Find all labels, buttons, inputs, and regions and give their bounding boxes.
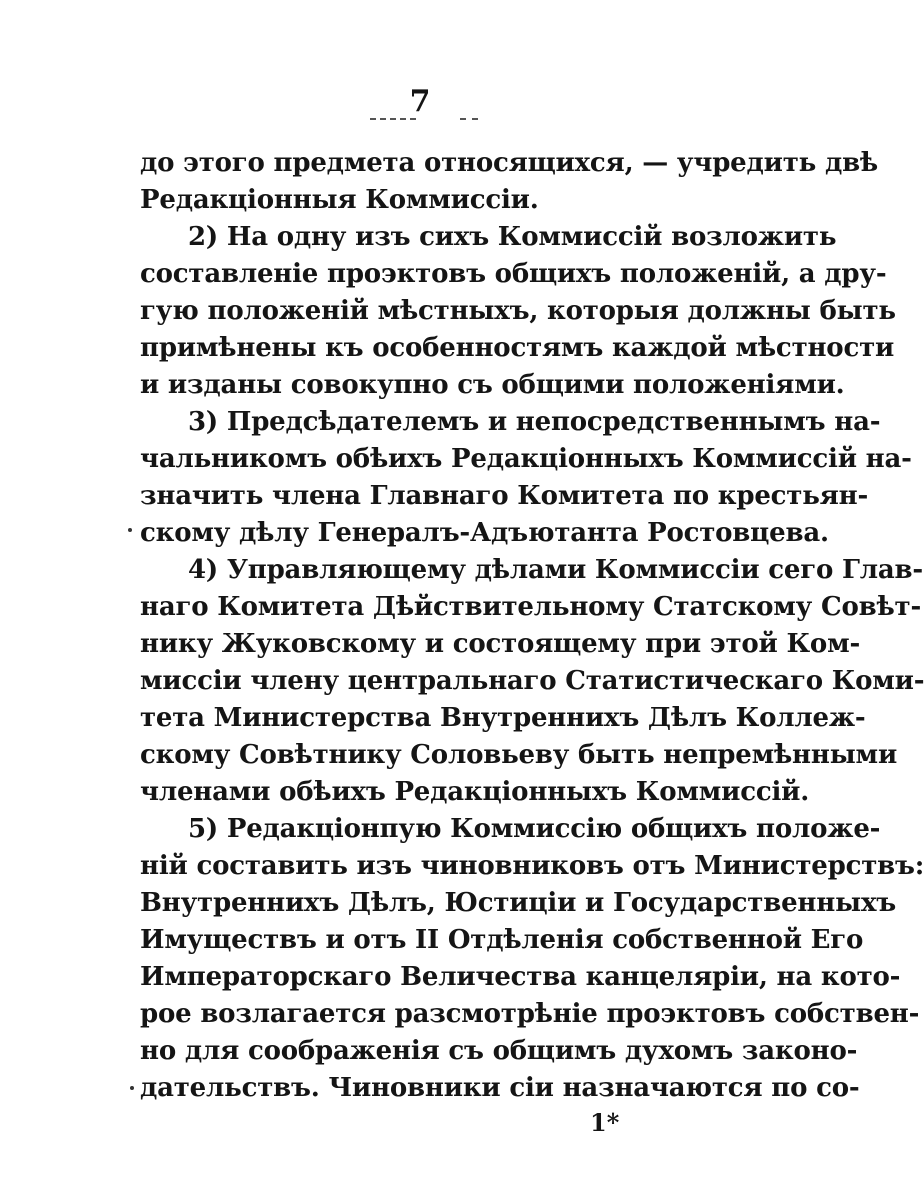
text-line-4: составленіе проэктовъ общихъ положеній, а дру- [140, 259, 887, 289]
text-line-25: но для соображенія съ общимъ духомъ законо- [140, 1036, 858, 1066]
text-line-7: и изданы совокупно съ общими положеніями. [140, 370, 845, 400]
text-line-5: гую положеній мѣстныхъ, которыя должны быть [140, 296, 896, 326]
text-line-9: чальникомъ обѣихъ Редакціонныхъ Коммиссій на- [140, 444, 912, 474]
text-line-26: дательствъ. Чиновники сіи назначаются по со- [140, 1073, 860, 1103]
text-line-13: наго Комитета Дѣйствительному Статскому Совѣт- [140, 592, 922, 622]
signature-mark: 1* [590, 1108, 620, 1137]
text-line-15: миссіи члену центральнаго Статистическаго Коми- [140, 666, 924, 696]
text-line-19: 5) Редакціонпую Коммиссію общихъ положе- [188, 814, 881, 844]
page-number: 7 [409, 84, 431, 119]
text-line-20: ній составить изъ чиновниковъ отъ Министерствъ: [140, 851, 924, 881]
print-speck [130, 1086, 134, 1090]
print-speck [128, 528, 132, 532]
text-line-12: 4) Управляющему дѣлами Коммиссіи сего Глав- [188, 555, 923, 585]
text-line-10: значить члена Главнаго Комитета по крестьян- [140, 481, 869, 511]
text-line-17: скому Совѣтнику Соловьеву быть непремѣнными [140, 740, 898, 770]
text-line-14: нику Жуковскому и состоящему при этой Ком- [140, 629, 861, 659]
text-line-22: Имуществъ и отъ II Отдѣленія собственной Его [140, 925, 864, 955]
text-line-23: Императорскаго Величества канцеляріи, на кото- [140, 962, 901, 992]
text-line-24: рое возлагается разсмотрѣніе проэктовъ собствен- [140, 999, 920, 1029]
text-line-2: Редакціонныя Коммиссіи. [140, 185, 539, 215]
text-line-8: 3) Предсѣдателемъ и непосредственнымъ на- [188, 407, 881, 437]
text-line-6: примѣнены къ особенностямъ каждой мѣстности [140, 333, 895, 363]
text-line-21: Внутреннихъ Дѣлъ, Юстиціи и Государственныхъ [140, 888, 896, 918]
text-line-1: до этого предмета относящихся, — учредить двѣ [140, 148, 879, 178]
text-line-11: скому дѣлу Генералъ-Адъютанта Ростовцева. [140, 518, 829, 548]
header-rule-left [370, 118, 416, 120]
text-line-18: членами обѣихъ Редакціонныхъ Коммиссій. [140, 777, 810, 807]
text-line-16: тета Министерства Внутреннихъ Дѣлъ Коллеж- [140, 703, 866, 733]
text-line-3: 2) На одну изъ сихъ Коммиссій возложить [188, 222, 837, 252]
header-rule-right [460, 118, 478, 120]
